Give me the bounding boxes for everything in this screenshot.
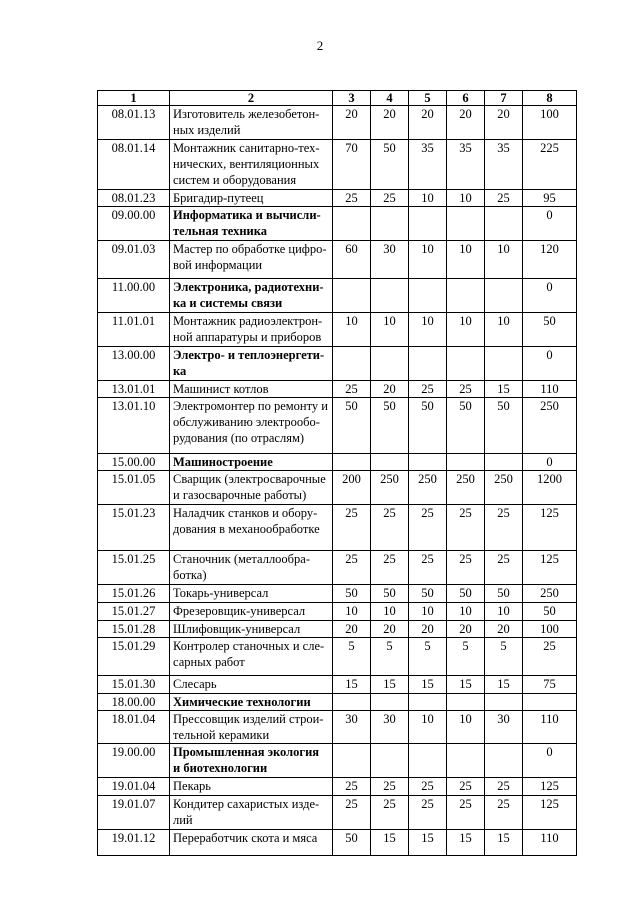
row-value-col-8: 125 (523, 796, 577, 830)
row-value-col-3: 25 (333, 778, 371, 796)
row-value-col-6: 10 (447, 603, 485, 621)
row-value-col-4: 25 (371, 505, 409, 551)
row-value-col-3: 50 (333, 398, 371, 454)
row-value-col-4: 5 (371, 638, 409, 676)
table-row (98, 676, 577, 694)
row-value-col-6: 25 (447, 551, 485, 585)
row-value-col-7: 250 (485, 471, 523, 505)
row-value-col-8: 1200 (523, 471, 577, 505)
row-value-col-6: 50 (447, 398, 485, 454)
row-value-col-6: 15 (447, 830, 485, 856)
row-value-col-5 (409, 694, 447, 711)
row-value-col-3: 30 (333, 711, 371, 744)
table-row (98, 106, 577, 140)
table-row (98, 381, 577, 398)
row-name: Станочник (металлообра-ботка) (170, 551, 333, 585)
row-value-col-4: 10 (371, 603, 409, 621)
row-value-col-6 (447, 694, 485, 711)
table-row (98, 621, 577, 638)
row-value-col-5: 25 (409, 505, 447, 551)
row-value-col-7: 10 (485, 313, 523, 347)
table-row (98, 603, 577, 621)
row-value-col-4: 30 (371, 241, 409, 279)
row-value-col-5: 50 (409, 585, 447, 603)
row-value-col-8: 125 (523, 505, 577, 551)
row-value-col-7: 20 (485, 106, 523, 140)
row-value-col-3 (333, 279, 371, 313)
row-value-col-3: 25 (333, 796, 371, 830)
row-code: 19.01.04 (98, 778, 170, 796)
row-value-col-8: 0 (523, 744, 577, 778)
column-header-4: 4 (371, 91, 409, 106)
row-code: 18.01.04 (98, 711, 170, 744)
row-value-col-8: 95 (523, 190, 577, 207)
row-value-col-6: 25 (447, 381, 485, 398)
table-row (98, 207, 577, 241)
row-value-col-5: 20 (409, 106, 447, 140)
column-header-5: 5 (409, 91, 447, 106)
row-value-col-7: 25 (485, 796, 523, 830)
row-code: 11.00.00 (98, 279, 170, 313)
row-code: 15.01.29 (98, 638, 170, 676)
row-value-col-3: 25 (333, 551, 371, 585)
row-value-col-7: 10 (485, 603, 523, 621)
row-code: 19.01.07 (98, 796, 170, 830)
row-value-col-3: 20 (333, 621, 371, 638)
row-value-col-3 (333, 347, 371, 381)
row-name: Переработчик скота и мяса (170, 830, 333, 856)
row-value-col-3: 50 (333, 830, 371, 856)
row-name: Машинист котлов (170, 381, 333, 398)
row-value-col-7: 30 (485, 711, 523, 744)
table-row (98, 398, 577, 454)
table-row (98, 796, 577, 830)
row-value-col-7: 25 (485, 551, 523, 585)
row-value-col-5: 10 (409, 190, 447, 207)
row-code: 13.01.10 (98, 398, 170, 454)
row-value-col-4 (371, 744, 409, 778)
row-name: Монтажник санитарно-тех-нических, вентиляционных систем и оборудования (170, 140, 333, 190)
row-code: 09.00.00 (98, 207, 170, 241)
table-row (98, 313, 577, 347)
row-value-col-5: 25 (409, 381, 447, 398)
row-name: Промышленная экология и биотехнологии (170, 744, 333, 778)
row-name: Информатика и вычисли-тельная техника (170, 207, 333, 241)
row-value-col-5: 10 (409, 603, 447, 621)
row-value-col-5: 25 (409, 778, 447, 796)
table-row (98, 744, 577, 778)
row-code: 08.01.23 (98, 190, 170, 207)
row-code: 19.01.12 (98, 830, 170, 856)
row-value-col-4: 250 (371, 471, 409, 505)
column-header-6: 6 (447, 91, 485, 106)
row-value-col-7: 10 (485, 241, 523, 279)
row-value-col-4: 20 (371, 106, 409, 140)
row-value-col-5 (409, 279, 447, 313)
row-value-col-6: 5 (447, 638, 485, 676)
row-name: Слесарь (170, 676, 333, 694)
row-value-col-8: 0 (523, 279, 577, 313)
row-code: 15.01.25 (98, 551, 170, 585)
row-value-col-8: 110 (523, 711, 577, 744)
row-value-col-6: 10 (447, 190, 485, 207)
row-value-col-4: 50 (371, 585, 409, 603)
row-value-col-3 (333, 744, 371, 778)
row-name: Пекарь (170, 778, 333, 796)
row-value-col-3: 25 (333, 505, 371, 551)
row-value-col-7 (485, 207, 523, 241)
row-name: Электроника, радиотехни-ка и системы связи (170, 279, 333, 313)
row-value-col-3: 70 (333, 140, 371, 190)
row-value-col-4: 50 (371, 140, 409, 190)
row-value-col-4: 10 (371, 313, 409, 347)
row-value-col-7 (485, 279, 523, 313)
row-name: Шлифовщик-универсал (170, 621, 333, 638)
row-value-col-8: 0 (523, 207, 577, 241)
row-name: Химические технологии (170, 694, 333, 711)
row-name: Мастер по обработке цифро-вой информации (170, 241, 333, 279)
row-value-col-3: 10 (333, 603, 371, 621)
row-value-col-4 (371, 207, 409, 241)
row-name: Изготовитель железобетон-ных изделий (170, 106, 333, 140)
row-value-col-6 (447, 279, 485, 313)
row-name: Токарь-универсал (170, 585, 333, 603)
row-value-col-3: 15 (333, 676, 371, 694)
row-value-col-8: 50 (523, 603, 577, 621)
row-code: 13.00.00 (98, 347, 170, 381)
row-value-col-8: 50 (523, 313, 577, 347)
row-value-col-5: 10 (409, 711, 447, 744)
row-name: Контролер станочных и сле-сарных работ (170, 638, 333, 676)
row-value-col-7: 50 (485, 398, 523, 454)
row-name: Бригадир-путеец (170, 190, 333, 207)
row-value-col-7 (485, 694, 523, 711)
row-value-col-6: 35 (447, 140, 485, 190)
table-row (98, 638, 577, 676)
row-value-col-3: 5 (333, 638, 371, 676)
row-value-col-5: 35 (409, 140, 447, 190)
row-value-col-7: 50 (485, 585, 523, 603)
row-value-col-3: 200 (333, 471, 371, 505)
table-row (98, 471, 577, 505)
row-value-col-6 (447, 207, 485, 241)
row-value-col-6 (447, 347, 485, 381)
row-value-col-6: 25 (447, 778, 485, 796)
row-code: 13.01.01 (98, 381, 170, 398)
row-value-col-5: 10 (409, 241, 447, 279)
row-value-col-5 (409, 347, 447, 381)
row-value-col-5: 250 (409, 471, 447, 505)
row-value-col-7 (485, 454, 523, 471)
row-value-col-4: 25 (371, 796, 409, 830)
row-value-col-8: 125 (523, 778, 577, 796)
row-value-col-4: 50 (371, 398, 409, 454)
row-value-col-5 (409, 207, 447, 241)
row-value-col-7: 15 (485, 830, 523, 856)
row-value-col-7: 25 (485, 190, 523, 207)
row-value-col-4 (371, 279, 409, 313)
row-name: Электромонтер по ремонту и обслуживанию электрообо-рудования (по отраслям) (170, 398, 333, 454)
table-row (98, 694, 577, 711)
row-value-col-6: 10 (447, 241, 485, 279)
row-value-col-8 (523, 694, 577, 711)
row-value-col-5: 50 (409, 398, 447, 454)
row-value-col-3: 60 (333, 241, 371, 279)
row-value-col-6: 10 (447, 711, 485, 744)
row-value-col-6: 250 (447, 471, 485, 505)
row-value-col-4: 25 (371, 551, 409, 585)
table-body (98, 106, 577, 856)
row-value-col-5: 15 (409, 830, 447, 856)
row-value-col-5: 20 (409, 621, 447, 638)
row-value-col-6: 20 (447, 106, 485, 140)
row-value-col-3: 25 (333, 381, 371, 398)
page-number: 2 (316, 38, 324, 53)
row-value-col-5: 25 (409, 551, 447, 585)
row-name: Наладчик станков и обору-дования в механообработке (170, 505, 333, 551)
row-code: 15.00.00 (98, 454, 170, 471)
professions-table (97, 90, 577, 856)
row-value-col-8: 110 (523, 381, 577, 398)
row-value-col-8: 0 (523, 454, 577, 471)
row-code: 18.00.00 (98, 694, 170, 711)
row-value-col-7 (485, 744, 523, 778)
row-code: 15.01.05 (98, 471, 170, 505)
row-value-col-4: 20 (371, 621, 409, 638)
row-value-col-6: 20 (447, 621, 485, 638)
row-value-col-6 (447, 454, 485, 471)
table-row (98, 585, 577, 603)
row-value-col-8: 120 (523, 241, 577, 279)
row-value-col-3: 25 (333, 190, 371, 207)
table-row (98, 190, 577, 207)
row-value-col-5: 15 (409, 676, 447, 694)
column-header-2: 2 (170, 91, 333, 106)
table-row (98, 241, 577, 279)
row-code: 15.01.23 (98, 505, 170, 551)
row-value-col-7: 25 (485, 778, 523, 796)
table-row (98, 830, 577, 856)
row-value-col-4: 15 (371, 676, 409, 694)
row-value-col-4: 15 (371, 830, 409, 856)
row-value-col-8: 125 (523, 551, 577, 585)
table-row (98, 505, 577, 551)
row-value-col-4 (371, 694, 409, 711)
row-name: Машиностроение (170, 454, 333, 471)
column-header-3: 3 (333, 91, 371, 106)
table-row (98, 347, 577, 381)
row-value-col-8: 100 (523, 621, 577, 638)
row-value-col-8: 250 (523, 398, 577, 454)
row-code: 19.00.00 (98, 744, 170, 778)
row-value-col-7 (485, 347, 523, 381)
row-value-col-4: 25 (371, 190, 409, 207)
row-name: Кондитер сахаристых изде-лий (170, 796, 333, 830)
row-value-col-6: 10 (447, 313, 485, 347)
row-value-col-8: 100 (523, 106, 577, 140)
row-value-col-4: 30 (371, 711, 409, 744)
row-code: 15.01.27 (98, 603, 170, 621)
row-value-col-3 (333, 454, 371, 471)
row-value-col-6: 50 (447, 585, 485, 603)
row-value-col-7: 25 (485, 505, 523, 551)
row-name: Прессовщик изделий строи-тельной керамики (170, 711, 333, 744)
row-code: 15.01.30 (98, 676, 170, 694)
row-name: Монтажник радиоэлектрон-ной аппаратуры и приборов (170, 313, 333, 347)
row-value-col-6: 25 (447, 796, 485, 830)
row-value-col-7: 5 (485, 638, 523, 676)
column-header-8: 8 (523, 91, 577, 106)
row-value-col-5 (409, 454, 447, 471)
row-value-col-8: 250 (523, 585, 577, 603)
row-value-col-3 (333, 207, 371, 241)
table-row (98, 711, 577, 744)
row-value-col-3: 20 (333, 106, 371, 140)
row-value-col-4: 20 (371, 381, 409, 398)
row-value-col-5 (409, 744, 447, 778)
row-code: 08.01.13 (98, 106, 170, 140)
row-value-col-8: 0 (523, 347, 577, 381)
row-value-col-3: 10 (333, 313, 371, 347)
table-row (98, 279, 577, 313)
row-value-col-8: 225 (523, 140, 577, 190)
row-name: Электро- и теплоэнергети-ка (170, 347, 333, 381)
column-header-7: 7 (485, 91, 523, 106)
row-code: 11.01.01 (98, 313, 170, 347)
column-header-1: 1 (98, 91, 170, 106)
row-value-col-6: 15 (447, 676, 485, 694)
table-header-row (98, 91, 577, 106)
row-value-col-5: 5 (409, 638, 447, 676)
row-code: 08.01.14 (98, 140, 170, 190)
row-value-col-4 (371, 347, 409, 381)
row-value-col-3: 50 (333, 585, 371, 603)
row-value-col-7: 35 (485, 140, 523, 190)
row-value-col-5: 10 (409, 313, 447, 347)
row-code: 09.01.03 (98, 241, 170, 279)
row-value-col-7: 15 (485, 676, 523, 694)
row-value-col-6 (447, 744, 485, 778)
table-row (98, 454, 577, 471)
row-value-col-7: 20 (485, 621, 523, 638)
row-code: 15.01.26 (98, 585, 170, 603)
row-value-col-8: 110 (523, 830, 577, 856)
row-name: Сварщик (электросварочные и газосварочные работы) (170, 471, 333, 505)
row-value-col-8: 75 (523, 676, 577, 694)
table-row (98, 551, 577, 585)
row-value-col-8: 25 (523, 638, 577, 676)
row-code: 15.01.28 (98, 621, 170, 638)
table-row (98, 140, 577, 190)
table-row (98, 778, 577, 796)
row-value-col-5: 25 (409, 796, 447, 830)
row-name: Фрезеровщик-универсал (170, 603, 333, 621)
row-value-col-4: 25 (371, 778, 409, 796)
row-value-col-6: 25 (447, 505, 485, 551)
row-value-col-3 (333, 694, 371, 711)
row-value-col-4 (371, 454, 409, 471)
row-value-col-7: 15 (485, 381, 523, 398)
